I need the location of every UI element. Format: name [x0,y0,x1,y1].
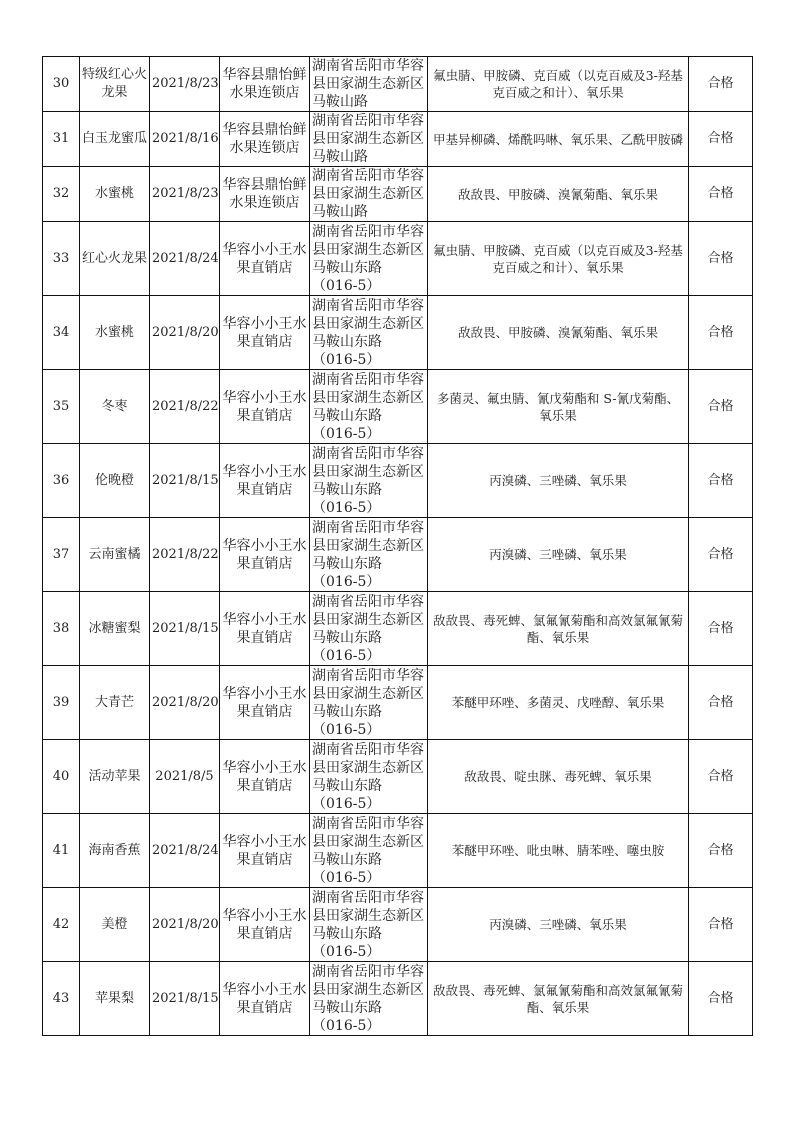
test-items-cell: 丙溴磷、三唑磷、氧乐果 [428,444,689,518]
store-name-cell: 华容县鼎怡鲜水果连锁店 [220,112,310,167]
sampling-date-cell: 2021/8/22 [150,518,220,592]
row-number-cell: 38 [43,592,80,666]
store-name-cell: 华容小小王水果直销店 [220,444,310,518]
test-items-cell: 氟虫腈、甲胺磷、克百威（以克百威及3-羟基克百威之和计）、氧乐果 [428,57,689,112]
row-number-cell: 40 [43,740,80,814]
store-address-cell: 湖南省岳阳市华容县田家湖生态新区马鞍山路 [310,167,428,222]
table-row [43,444,753,518]
row-number-cell: 36 [43,444,80,518]
sampling-date-cell: 2021/8/23 [150,167,220,222]
test-items-cell: 苯醚甲环唑、吡虫啉、腈苯唑、噻虫胺 [428,814,689,888]
product-name-cell: 水蜜桃 [80,167,150,222]
store-address-cell: 湖南省岳阳市华容县田家湖生态新区马鞍山东路（016-5） [310,370,428,444]
sampling-date-cell: 2021/8/20 [150,888,220,962]
store-address-cell: 湖南省岳阳市华容县田家湖生态新区马鞍山东路（016-5） [310,518,428,592]
store-name-cell: 华容小小王水果直销店 [220,592,310,666]
test-result-cell: 合格 [689,370,753,444]
sampling-date-cell: 2021/8/20 [150,296,220,370]
test-result-cell: 合格 [689,112,753,167]
test-items-cell: 敌敌畏、毒死蜱、氯氟氰菊酯和高效氯氟氰菊酯、氧乐果 [428,962,689,1036]
sampling-date-cell: 2021/8/15 [150,962,220,1036]
sampling-date-cell: 2021/8/15 [150,444,220,518]
test-result-cell: 合格 [689,222,753,296]
sampling-date-cell: 2021/8/24 [150,814,220,888]
store-name-cell: 华容小小王水果直销店 [220,888,310,962]
store-address-cell: 湖南省岳阳市华容县田家湖生态新区马鞍山东路（016-5） [310,962,428,1036]
product-name-cell: 白玉龙蜜瓜 [80,112,150,167]
product-name-cell: 伦晚橙 [80,444,150,518]
store-address-cell: 湖南省岳阳市华容县田家湖生态新区马鞍山东路（016-5） [310,222,428,296]
row-number-cell: 42 [43,888,80,962]
store-name-cell: 华容小小王水果直销店 [220,814,310,888]
test-items-cell: 敌敌畏、甲胺磷、溴氰菊酯、氧乐果 [428,296,689,370]
store-name-cell: 华容县鼎怡鲜水果连锁店 [220,167,310,222]
table-row [43,814,753,888]
row-number-cell: 35 [43,370,80,444]
table-row [43,666,753,740]
test-items-cell: 苯醚甲环唑、多菌灵、戊唑醇、氧乐果 [428,666,689,740]
sampling-date-cell: 2021/8/22 [150,370,220,444]
row-number-cell: 39 [43,666,80,740]
test-result-cell: 合格 [689,592,753,666]
row-number-cell: 34 [43,296,80,370]
store-name-cell: 华容小小王水果直销店 [220,518,310,592]
test-items-cell: 敌敌畏、毒死蜱、氯氟氰菊酯和高效氯氟氰菊酯、氧乐果 [428,592,689,666]
table-row [43,370,753,444]
row-number-cell: 41 [43,814,80,888]
table-row [43,167,753,222]
product-name-cell: 美橙 [80,888,150,962]
table-row [43,962,753,1036]
sampling-date-cell: 2021/8/20 [150,666,220,740]
store-name-cell: 华容小小王水果直销店 [220,296,310,370]
table-row [43,112,753,167]
store-address-cell: 湖南省岳阳市华容县田家湖生态新区马鞍山东路（016-5） [310,666,428,740]
row-number-cell: 30 [43,57,80,112]
store-address-cell: 湖南省岳阳市华容县田家湖生态新区马鞍山东路（016-5） [310,740,428,814]
row-number-cell: 37 [43,518,80,592]
store-address-cell: 湖南省岳阳市华容县田家湖生态新区马鞍山路 [310,112,428,167]
store-name-cell: 华容县鼎怡鲜水果连锁店 [220,57,310,112]
row-number-cell: 32 [43,167,80,222]
table-row [43,296,753,370]
table-body [43,57,753,1036]
table-row [43,888,753,962]
store-address-cell: 湖南省岳阳市华容县田家湖生态新区马鞍山东路（016-5） [310,592,428,666]
product-name-cell: 活动苹果 [80,740,150,814]
test-result-cell: 合格 [689,888,753,962]
store-name-cell: 华容小小王水果直销店 [220,962,310,1036]
product-name-cell: 苹果梨 [80,962,150,1036]
store-address-cell: 湖南省岳阳市华容县田家湖生态新区马鞍山东路（016-5） [310,444,428,518]
test-items-cell: 丙溴磷、三唑磷、氧乐果 [428,888,689,962]
table-row [43,518,753,592]
test-items-cell: 敌敌畏、啶虫脒、毒死蜱、氧乐果 [428,740,689,814]
product-name-cell: 大青芒 [80,666,150,740]
test-result-cell: 合格 [689,666,753,740]
sampling-date-cell: 2021/8/15 [150,592,220,666]
test-items-cell: 氟虫腈、甲胺磷、克百威（以克百威及3-羟基克百威之和计）、氧乐果 [428,222,689,296]
product-name-cell: 水蜜桃 [80,296,150,370]
table-row [43,57,753,112]
test-result-cell: 合格 [689,962,753,1036]
table-row [43,740,753,814]
product-name-cell: 冰糖蜜梨 [80,592,150,666]
test-result-cell: 合格 [689,57,753,112]
sampling-date-cell: 2021/8/16 [150,112,220,167]
product-name-cell: 特级红心火龙果 [80,57,150,112]
store-name-cell: 华容小小王水果直销店 [220,370,310,444]
table-row [43,592,753,666]
product-name-cell: 红心火龙果 [80,222,150,296]
store-address-cell: 湖南省岳阳市华容县田家湖生态新区马鞍山东路（016-5） [310,296,428,370]
test-result-cell: 合格 [689,296,753,370]
product-name-cell: 海南香蕉 [80,814,150,888]
row-number-cell: 33 [43,222,80,296]
test-items-cell: 丙溴磷、三唑磷、氧乐果 [428,518,689,592]
product-name-cell: 冬枣 [80,370,150,444]
table-row [43,222,753,296]
sampling-date-cell: 2021/8/23 [150,57,220,112]
test-result-cell: 合格 [689,518,753,592]
test-result-cell: 合格 [689,444,753,518]
store-name-cell: 华容小小王水果直销店 [220,666,310,740]
row-number-cell: 31 [43,112,80,167]
test-result-cell: 合格 [689,740,753,814]
sampling-date-cell: 2021/8/24 [150,222,220,296]
sampling-date-cell: 2021/8/5 [150,740,220,814]
store-name-cell: 华容小小王水果直销店 [220,740,310,814]
test-result-cell: 合格 [689,814,753,888]
test-result-cell: 合格 [689,167,753,222]
inspection-results-table [42,56,753,1036]
product-name-cell: 云南蜜橘 [80,518,150,592]
store-address-cell: 湖南省岳阳市华容县田家湖生态新区马鞍山东路（016-5） [310,888,428,962]
row-number-cell: 43 [43,962,80,1036]
test-items-cell: 多菌灵、氟虫腈、氰戊菊酯和 S-氰戊菊酯、氧乐果 [428,370,689,444]
test-items-cell: 敌敌畏、甲胺磷、溴氰菊酯、氧乐果 [428,167,689,222]
test-items-cell: 甲基异柳磷、烯酰吗啉、氧乐果、乙酰甲胺磷 [428,112,689,167]
store-address-cell: 湖南省岳阳市华容县田家湖生态新区马鞍山路 [310,57,428,112]
store-name-cell: 华容小小王水果直销店 [220,222,310,296]
store-address-cell: 湖南省岳阳市华容县田家湖生态新区马鞍山东路（016-5） [310,814,428,888]
